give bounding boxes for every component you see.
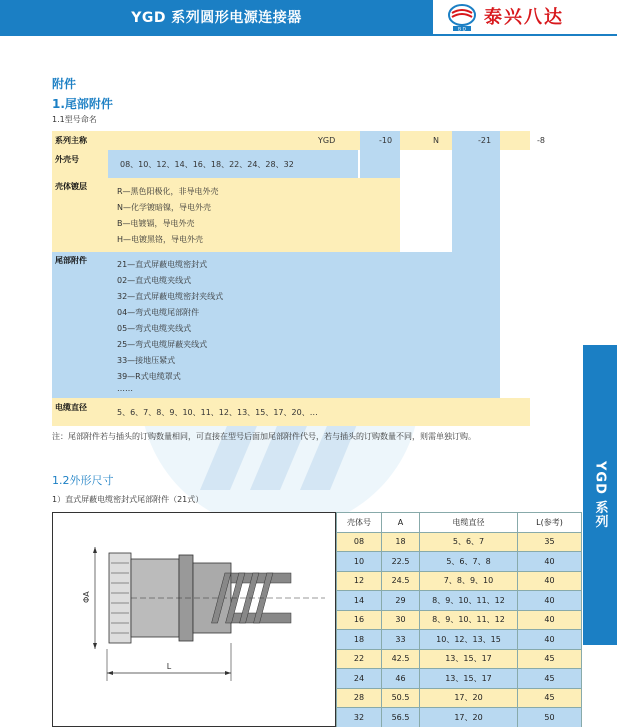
cell-cable-dia: 8、9、10、11、12 (420, 591, 518, 611)
order-note: 注：尾部附件若与插头的订购数量相同，可直接在型号后面加尾部附件代号，若与插头的订购数量不同，则需单独订购。 (52, 432, 476, 441)
tail-acc-item: 21—直式屏蔽电缆密封式 (117, 260, 208, 269)
cell-l: 45 (518, 649, 582, 669)
cell-shell: 10 (337, 552, 382, 572)
shell-label: 外壳号 (55, 155, 79, 164)
cell-cable-dia: 8、9、10、11、12 (420, 610, 518, 630)
section-title: 附件 (52, 77, 77, 91)
cell-shell: 18 (337, 630, 382, 650)
cell-l: 45 (518, 669, 582, 689)
brand-name: 泰兴八达 (484, 7, 564, 28)
cell-l: 50 (518, 708, 582, 727)
plating-item: B—电镀镉，导电外壳 (117, 219, 195, 228)
cell-cable-dia: 17、20 (420, 688, 518, 708)
cell-shell: 14 (337, 591, 382, 611)
cell-l: 45 (518, 688, 582, 708)
table-header-row (337, 513, 582, 533)
code-col-21-b (452, 150, 500, 178)
table-row (337, 630, 582, 650)
cell-a: 24.5 (382, 571, 420, 591)
cell-l: 40 (518, 610, 582, 630)
cell-cable-dia: 13、15、17 (420, 649, 518, 669)
cable-dia-label: 电缆直径 (55, 403, 87, 412)
cell-shell: 32 (337, 708, 382, 727)
dim-phi-a-label: ΦA (82, 591, 91, 603)
col-header-l: L(参考) (518, 513, 582, 533)
tail-acc-item: …… (117, 384, 133, 393)
series-label: 系列主称 (55, 136, 87, 145)
tail-acc-item: 02—直式电缆夹线式 (117, 276, 192, 285)
table-row (337, 688, 582, 708)
table-row (337, 649, 582, 669)
code-col-10-b (360, 150, 400, 178)
table-row (337, 532, 582, 552)
cable-dia-values: 5、6、7、8、9、10、11、12、13、15、17、20、… (117, 408, 318, 417)
cell-cable-dia: 10、12、13、15 (420, 630, 518, 650)
cell-shell: 24 (337, 669, 382, 689)
cell-cable-dia: 5、6、7、8 (420, 552, 518, 572)
cell-l: 40 (518, 571, 582, 591)
cell-cable-dia: 7、8、9、10 (420, 571, 518, 591)
table-row (337, 591, 582, 611)
naming-title: 1.1型号命名 (52, 115, 97, 124)
code-21: -21 (478, 136, 492, 145)
cell-l: 40 (518, 591, 582, 611)
table-row (337, 669, 582, 689)
cell-a: 18 (382, 532, 420, 552)
code-ygd: YGD (318, 136, 336, 145)
company-logo-icon (447, 4, 477, 32)
cell-a: 33 (382, 630, 420, 650)
code-10: -10 (379, 136, 393, 145)
tail-acc-label: 尾部附件 (55, 256, 87, 265)
connector-drawing (52, 512, 336, 727)
cell-shell: 08 (337, 532, 382, 552)
plating-item: R—黑色阳极化，非导电外壳 (117, 187, 219, 196)
code-col-21 (452, 131, 500, 150)
tail-acc-item: 32—直式屏蔽电缆密封夹线式 (117, 292, 224, 301)
col-header-cable-dia: 电缆直径 (420, 513, 518, 533)
cell-a: 50.5 (382, 688, 420, 708)
cell-a: 22.5 (382, 552, 420, 572)
shell-values: 08、10、12、14、16、18、22、24、28、32 (120, 160, 294, 169)
logo-text: B D (458, 27, 466, 32)
code-n: N (433, 136, 439, 145)
plating-label: 壳体镀层 (55, 182, 87, 191)
cell-shell: 28 (337, 688, 382, 708)
cell-a: 30 (382, 610, 420, 630)
cell-cable-dia: 5、6、7 (420, 532, 518, 552)
plating-item: N—化学镀暗镍，导电外壳 (117, 203, 211, 212)
table-row (337, 552, 582, 572)
cell-cable-dia: 13、15、17 (420, 669, 518, 689)
connector-drawing-icon (53, 513, 337, 727)
spec-table (336, 512, 582, 727)
dim-l-label: L (166, 662, 172, 671)
cell-l: 35 (518, 532, 582, 552)
tail-acc-item: 33—接地压紧式 (117, 356, 176, 365)
dims-subtitle: 1）直式屏蔽电缆密封式尾部附件（21式） (52, 495, 204, 504)
table-row (337, 610, 582, 630)
cell-a: 42.5 (382, 649, 420, 669)
col-header-a: A (382, 513, 420, 533)
cell-shell: 12 (337, 571, 382, 591)
tail-acc-item: 05—弯式电缆夹线式 (117, 324, 192, 333)
cell-shell: 16 (337, 610, 382, 630)
page-header (0, 0, 617, 36)
cell-l: 40 (518, 552, 582, 572)
subsection-title: 1.尾部附件 (52, 97, 113, 111)
cell-cable-dia: 17、20 (420, 708, 518, 727)
page-title: YGD 系列圆形电源连接器 (131, 10, 302, 26)
cell-a: 29 (382, 591, 420, 611)
tail-acc-item: 25—弯式电缆屏蔽夹线式 (117, 340, 208, 349)
plating-item: H—电镀黑铬，导电外壳 (117, 235, 204, 244)
cell-shell: 22 (337, 649, 382, 669)
table-row (337, 708, 582, 727)
cell-a: 46 (382, 669, 420, 689)
dims-title: 1.2外形尺寸 (52, 474, 114, 487)
side-tab (583, 345, 617, 645)
tail-acc-item: 04—弯式电缆尾部附件 (117, 308, 200, 317)
side-tab-label: YGD 系列 (592, 461, 608, 529)
code-col-21-c (452, 178, 500, 252)
cell-a: 56.5 (382, 708, 420, 727)
tail-acc-item: 39—R式电缆罩式 (117, 372, 181, 381)
table-row (337, 571, 582, 591)
plating-block (52, 178, 400, 252)
code-8: -8 (537, 136, 545, 145)
cell-l: 40 (518, 630, 582, 650)
col-header-shell: 壳体号 (337, 513, 382, 533)
